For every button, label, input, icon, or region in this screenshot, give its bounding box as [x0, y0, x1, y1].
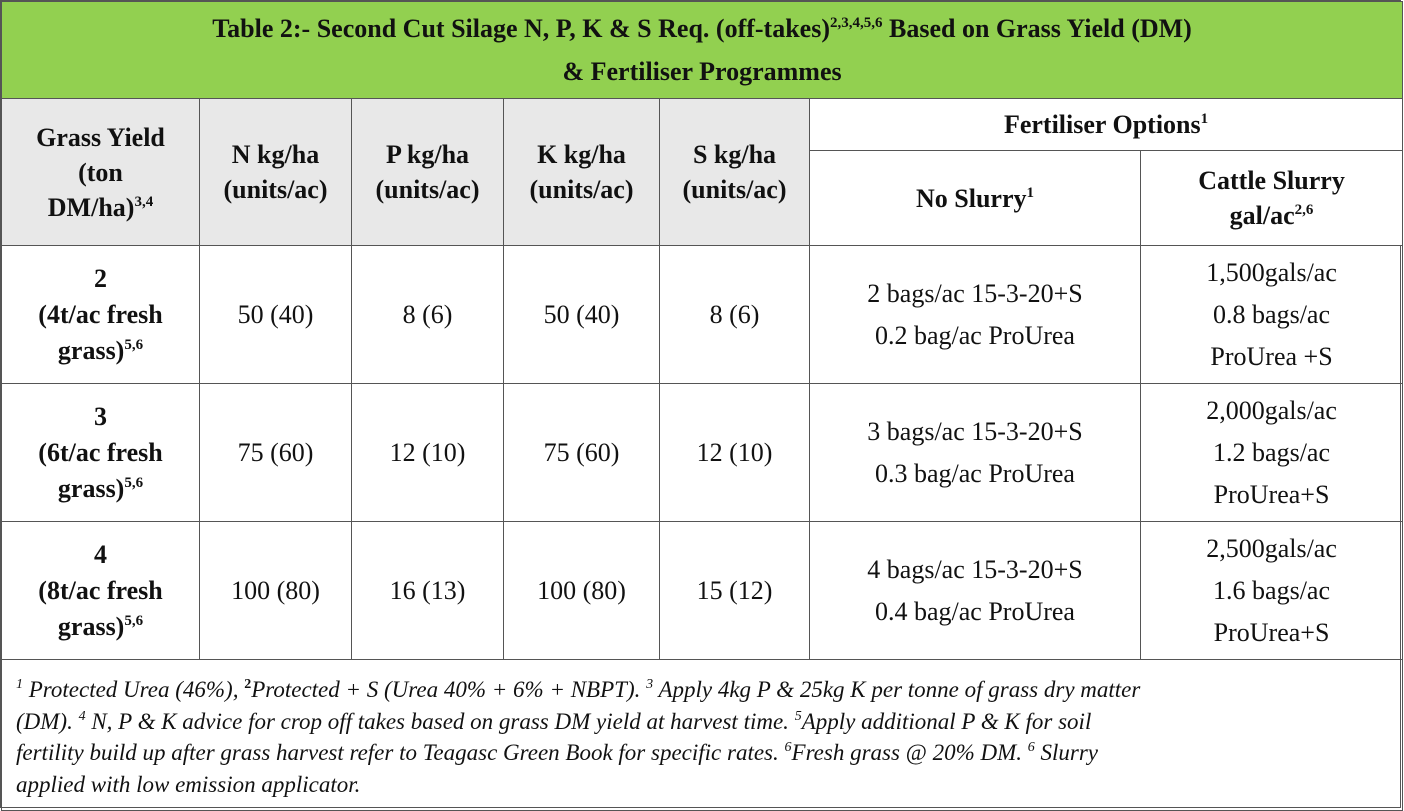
- yield-grass: grass): [57, 335, 125, 365]
- footnote-5-text: Apply additional P & K for soil: [801, 708, 1092, 734]
- no-slurry-line2: 0.2 bag/ac ProUrea: [875, 320, 1075, 350]
- title-line1-sup: 2,3,4,5,6: [829, 15, 883, 31]
- footnote-5-text-cont: fertility build up after grass harvest refer to Teagasc Green Book for specific rates.: [16, 740, 785, 765]
- cell-n: 100 (80): [200, 522, 352, 660]
- footnote-4-marker: 4: [78, 708, 86, 724]
- header-grass-yield-l2: (ton: [78, 157, 123, 187]
- footnote-6b-text: Slurry: [1034, 740, 1099, 765]
- footnote-6b-marker: 6: [1027, 740, 1035, 755]
- header-k-l1: K kg/ha: [537, 140, 626, 169]
- title-row: [2, 2, 1403, 99]
- header-n-l2: (units/ac): [223, 175, 328, 204]
- header-grass-yield-l3: DM/ha): [47, 192, 135, 222]
- footnote-6b-text-cont: applied with low emission applicator.: [16, 771, 361, 797]
- header-s-l1: S kg/ha: [692, 140, 777, 169]
- cell-no-slurry: [810, 522, 1141, 660]
- cattle-line1: 1,500gals/ac: [1206, 257, 1337, 287]
- cattle-line2: 1.6 bags/ac: [1213, 575, 1331, 605]
- footnote-4-text: N, P & K advice for crop off takes based on grass DM yield at harvest time.: [85, 708, 795, 734]
- footnote-3-text: Apply 4kg P & 25kg K per tonne of grass dry matter: [653, 677, 1141, 702]
- title-line1-main: Table 2:- Second Cut Silage N, P, K & S Req. (off-takes): [212, 14, 830, 43]
- cattle-line3: ProUrea+S: [1213, 479, 1330, 509]
- row-grass-yield: [2, 522, 200, 660]
- row-grass-yield: [2, 384, 200, 522]
- footnote-5-marker: 5: [794, 708, 802, 724]
- cell-p: 16 (13): [352, 522, 504, 660]
- header-no-slurry-sup: 1: [1026, 184, 1034, 201]
- footnote-6a-marker: 6: [784, 740, 792, 755]
- row-grass-yield: [2, 246, 200, 384]
- title-line2: & Fertiliser Programmes: [562, 57, 842, 86]
- footnote-3-marker: 3: [646, 677, 654, 692]
- footnote-1-marker: 1: [16, 677, 23, 692]
- title-line1-end: Based on Grass Yield (DM): [882, 14, 1192, 43]
- footnote-3-text-cont: (DM).: [16, 708, 79, 734]
- yield-sup: 5,6: [124, 612, 144, 629]
- cattle-line1: 2,000gals/ac: [1206, 395, 1337, 425]
- yield-fresh: (8t/ac fresh: [38, 575, 163, 605]
- yield-fresh: (6t/ac fresh: [38, 437, 163, 467]
- yield-value: 2: [94, 263, 107, 293]
- yield-fresh: (4t/ac fresh: [38, 299, 163, 329]
- cattle-line2: 0.8 bags/ac: [1213, 299, 1331, 329]
- header-grass-yield-l1: Grass Yield: [36, 122, 165, 152]
- yield-sup: 5,6: [124, 336, 144, 353]
- yield-value: 3: [94, 401, 107, 431]
- header-p-l1: P kg/ha: [385, 140, 470, 169]
- header-grass-yield: [2, 99, 200, 246]
- header-cattle-sup: 2,6: [1294, 202, 1314, 218]
- header-k: [504, 99, 660, 246]
- footnote-2-text: Protected + S (Urea 40% + 6% + NBPT).: [251, 677, 647, 702]
- footnote-1-text: Protected Urea (46%),: [23, 677, 245, 702]
- no-slurry-line1: 4 bags/ac 15-3-20+S: [867, 554, 1083, 584]
- footnote-row: [2, 660, 1403, 811]
- cell-cattle-slurry: [1141, 246, 1403, 384]
- header-options-label: Fertiliser Options: [1003, 110, 1201, 139]
- cell-cattle-slurry: [1141, 522, 1403, 660]
- table-row: [2, 384, 1403, 522]
- cell-no-slurry: [810, 384, 1141, 522]
- table-title: [2, 2, 1403, 99]
- cattle-line3: ProUrea +S: [1210, 341, 1333, 371]
- yield-sup: 5,6: [124, 474, 144, 491]
- header-fertiliser-options: [810, 99, 1403, 151]
- header-p-l2: (units/ac): [375, 175, 480, 204]
- header-grass-yield-sup: 3,4: [134, 193, 154, 210]
- yield-grass: grass): [57, 611, 125, 641]
- header-s: [660, 99, 810, 246]
- cell-s: 15 (12): [660, 522, 810, 660]
- header-p: [352, 99, 504, 246]
- header-cattle-slurry: [1141, 151, 1403, 246]
- footnote-2-marker: 2: [244, 677, 252, 692]
- cell-s: 8 (6): [660, 246, 810, 384]
- no-slurry-line2: 0.3 bag/ac ProUrea: [875, 458, 1075, 488]
- silage-requirements-table: [1, 1, 1403, 811]
- cell-p: 12 (10): [352, 384, 504, 522]
- table-row: [2, 522, 1403, 660]
- cell-k: 100 (80): [504, 522, 660, 660]
- footnotes: [2, 660, 1403, 811]
- header-cattle-l2: gal/ac: [1229, 201, 1295, 230]
- no-slurry-line2: 0.4 bag/ac ProUrea: [875, 596, 1075, 626]
- cell-k: 50 (40): [504, 246, 660, 384]
- header-row-1: [2, 99, 1403, 151]
- header-cattle-l1: Cattle Slurry: [1198, 166, 1345, 195]
- table-row: [2, 246, 1403, 384]
- no-slurry-line1: 2 bags/ac 15-3-20+S: [867, 278, 1083, 308]
- header-n: [200, 99, 352, 246]
- yield-value: 4: [94, 539, 107, 569]
- header-no-slurry-label: No Slurry: [916, 183, 1027, 213]
- cell-no-slurry: [810, 246, 1141, 384]
- no-slurry-line1: 3 bags/ac 15-3-20+S: [867, 416, 1083, 446]
- header-k-l2: (units/ac): [529, 175, 634, 204]
- cell-n: 75 (60): [200, 384, 352, 522]
- footnote-6a-text: Fresh grass @ 20% DM.: [791, 740, 1028, 765]
- cell-cattle-slurry: [1141, 384, 1403, 522]
- yield-grass: grass): [57, 473, 125, 503]
- header-n-l1: N kg/ha: [231, 140, 320, 169]
- header-options-sup: 1: [1200, 111, 1209, 127]
- header-s-l2: (units/ac): [682, 175, 787, 204]
- cell-n: 50 (40): [200, 246, 352, 384]
- cattle-line2: 1.2 bags/ac: [1213, 437, 1331, 467]
- cattle-line1: 2,500gals/ac: [1206, 533, 1337, 563]
- cell-k: 75 (60): [504, 384, 660, 522]
- cell-s: 12 (10): [660, 384, 810, 522]
- header-no-slurry: [810, 151, 1141, 246]
- cell-p: 8 (6): [352, 246, 504, 384]
- cattle-line3: ProUrea+S: [1213, 617, 1330, 647]
